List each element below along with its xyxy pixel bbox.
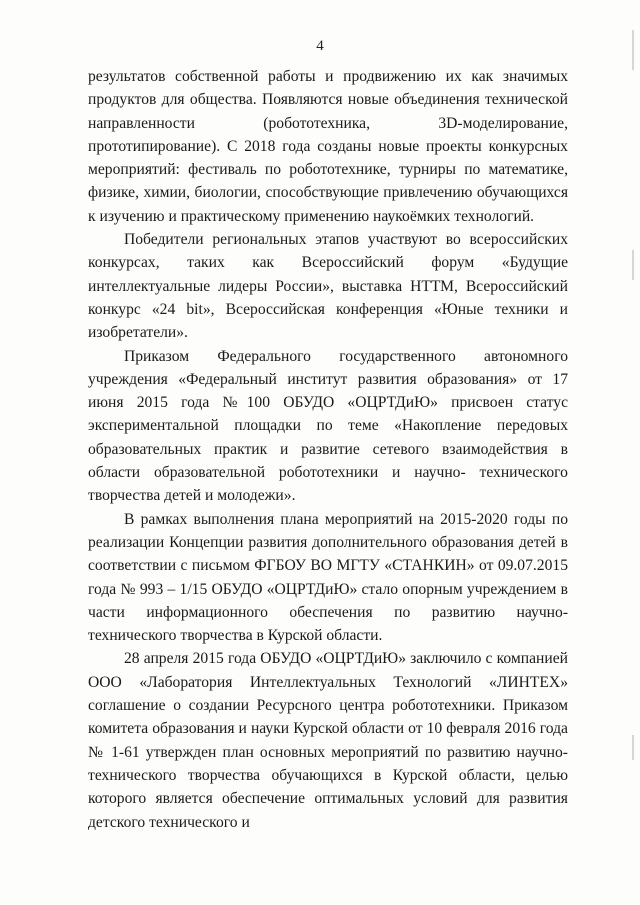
text-line: ОБУДО «ОЦРТДиЮ» присвоен статус экспериментальной площадки по xyxy=(88,394,568,435)
text-line: о создании Ресурсного центра робототехники. Приказом комитета xyxy=(88,697,568,738)
paragraph-4 xyxy=(88,508,568,648)
body-text xyxy=(88,65,568,834)
text-line: конкурсах, таких как Всероссийский форум «Будущие интеллектуальные xyxy=(88,254,568,295)
text-line: технического творчества детей и молодежи». xyxy=(88,464,568,505)
text-line: № 993 – 1/15 ОБУДО «ОЦРТДиЮ» стало опорным учреждением в части xyxy=(88,580,568,621)
paragraph-3 xyxy=(88,345,568,508)
text-line: робототехнике, турниры по математике, физике, химии, биологии, xyxy=(88,161,568,202)
scan-edge-mark xyxy=(632,735,634,760)
text-line: применению наукоёмких технологий. xyxy=(284,207,535,225)
text-line: Победители региональных этапов участвуют во всероссийских xyxy=(124,231,568,249)
text-line: Приказом Федерального государственного автономного учреждения xyxy=(88,347,568,388)
text-line: способствующие привлечению обучающихся к изучению и практическому xyxy=(88,184,568,225)
text-line: обеспечение оптимальных условий для развития детского технического и xyxy=(88,790,568,831)
text-line: творчества в Курской области. xyxy=(180,627,383,645)
page-number: 4 xyxy=(316,38,324,54)
paragraph-5 xyxy=(88,647,568,833)
text-line: теме «Накопление передовых образовательных практик и развитие сетевого xyxy=(88,417,568,458)
paragraph-2 xyxy=(88,228,568,344)
text-line: продуктов для общества. Появляются новые объединения технической xyxy=(88,91,568,109)
text-line: Всероссийская конференция «Юные техники и изобретатели». xyxy=(88,300,568,342)
text-line: лидеры России», выставка НТТМ, Всероссийский конкурс «24 bit», xyxy=(88,277,568,318)
text-line: результатов собственной работы и продвижению их как значимых xyxy=(88,68,568,85)
text-line: В рамках выполнения плана мероприятий на 2015-2020 годы по xyxy=(124,510,568,528)
text-line: образования и науки Курской области от 10 февраля 2016 года № 1-61 xyxy=(88,720,568,761)
text-line: творчества обучающихся в Курской области, целью которого является xyxy=(88,766,568,808)
text-line: соответствии с письмом ФГБОУ ВО МГТУ «СТАНКИН» от 09.07.2015 года xyxy=(88,557,568,598)
text-line: 28 апреля 2015 года ОБУДО «ОЦРТДиЮ» заключило с компанией xyxy=(124,650,568,668)
text-line: направленности (робототехника, 3D-моделирование, прототипирование). С xyxy=(88,114,568,155)
text-line: утвержден план основных мероприятий по развитию научно-технического xyxy=(88,743,568,784)
scan-edge-mark xyxy=(632,250,634,280)
text-line: информационного обеспечения по развитию научно-технического xyxy=(88,603,569,645)
text-line: реализации Концепции развития дополнительного образования детей в xyxy=(88,533,568,551)
paragraph-1 xyxy=(88,65,568,228)
text-line: взаимодействия в области образовательной робототехники и научно- xyxy=(88,440,568,482)
text-line: 2018 года созданы новые проекты конкурсных мероприятий: фестиваль по xyxy=(88,137,568,179)
text-line: «Федеральный институт развития образования» от 17 июня 2015 года №100 xyxy=(88,370,568,412)
text-line: ООО «Лаборатория Интеллектуальных Технологий «ЛИНТЕХ» соглашение xyxy=(88,673,568,715)
scan-edge-mark xyxy=(632,30,634,70)
